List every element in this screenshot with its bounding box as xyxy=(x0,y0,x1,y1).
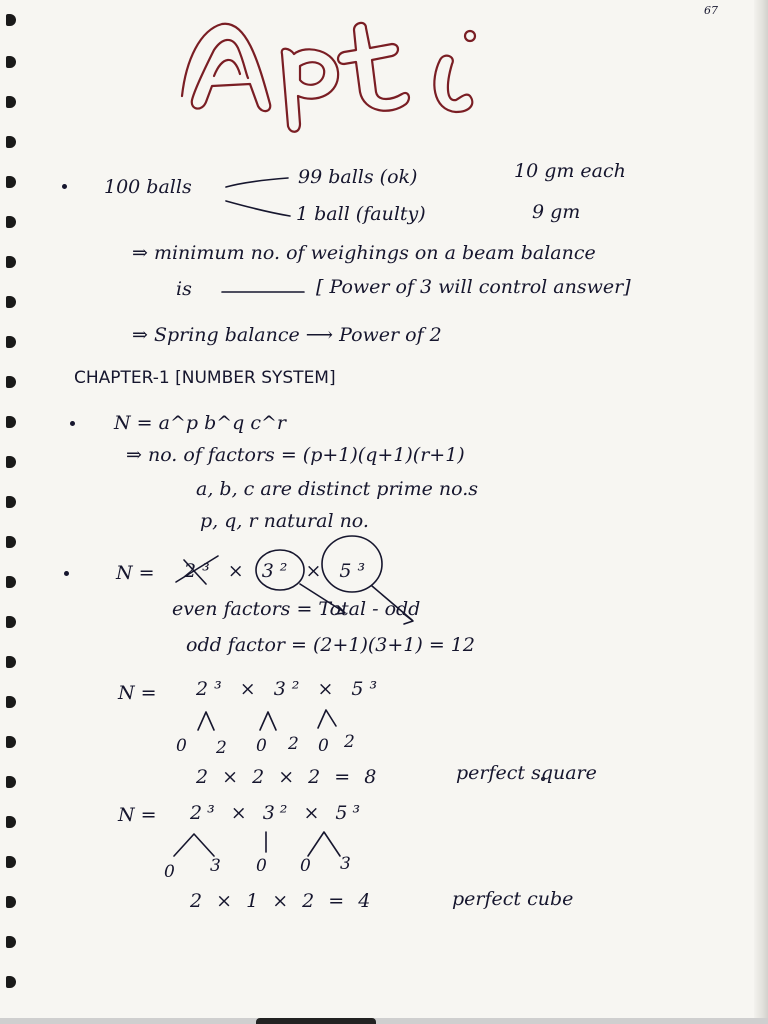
text-distinct-primes: a, b, c are distinct prime no.s xyxy=(196,478,479,500)
text-min-weighings: ⇒ minimum no. of weighings on a beam balance xyxy=(132,242,596,264)
text-1-ball-faulty: 1 ball (faulty) xyxy=(296,203,426,225)
text-is: is xyxy=(176,278,192,300)
digit-n4-0: 0 xyxy=(164,862,175,882)
text-9gm: 9 gm xyxy=(532,201,581,223)
page-number: 67 xyxy=(704,4,718,17)
chapter-heading: CHAPTER-1 [NUMBER SYSTEM] xyxy=(74,368,336,388)
text-100-balls: 100 balls xyxy=(104,176,192,198)
text-n3-product: 2 × 2 × 2 = 8 xyxy=(196,766,381,788)
bottom-clip xyxy=(256,1018,376,1024)
digit-n4-2: 0 xyxy=(256,856,267,876)
digit-n3-1: 2 xyxy=(216,738,227,758)
text-odd-factor: odd factor = (2+1)(3+1) = 12 xyxy=(186,634,475,656)
digit-n3-3: 2 xyxy=(288,734,299,754)
expr-n4: 2³ × 3² × 5³ xyxy=(190,802,366,824)
text-10gm-each: 10 gm each xyxy=(514,160,626,182)
text-even-factors: even factors = Total - odd xyxy=(172,598,421,620)
digit-n4-3: 0 xyxy=(300,856,311,876)
text-power-of-3: [ Power of 3 will control answer] xyxy=(316,276,631,298)
digit-n3-2: 0 xyxy=(256,736,267,756)
text-n-equals-2: N = xyxy=(116,562,155,584)
bottom-edge xyxy=(0,1018,768,1024)
expr-n3: 2³ × 3² × 5³ xyxy=(196,678,384,700)
text-n4-product: 2 × 1 × 2 = 4 xyxy=(190,890,375,912)
text-n-equals-4: N = xyxy=(118,804,157,826)
digit-n3-5: 2 xyxy=(344,732,355,752)
expr-n2: 2³ × 3² × 5³ xyxy=(184,560,372,582)
text-spring-balance: ⇒ Spring balance ⟶ Power of 2 xyxy=(132,324,442,346)
text-no-of-factors: ⇒ no. of factors = (p+1)(q+1)(r+1) xyxy=(126,444,465,466)
text-n-equals-apbqcr: N = a^p b^q c^r xyxy=(114,412,287,434)
digit-n4-4: 3 xyxy=(340,854,351,874)
digit-n3-0: 0 xyxy=(176,736,187,756)
digit-n4-1: 3 xyxy=(210,856,221,876)
text-n-equals-3: N = xyxy=(118,682,157,704)
text-99-balls: 99 balls (ok) xyxy=(298,166,418,188)
digit-n3-4: 0 xyxy=(318,736,329,756)
text-perfect-cube: perfect cube xyxy=(452,888,574,910)
text-natural-no: p, q, r natural no. xyxy=(200,510,369,532)
text-perfect-square: perfect square xyxy=(456,762,597,784)
